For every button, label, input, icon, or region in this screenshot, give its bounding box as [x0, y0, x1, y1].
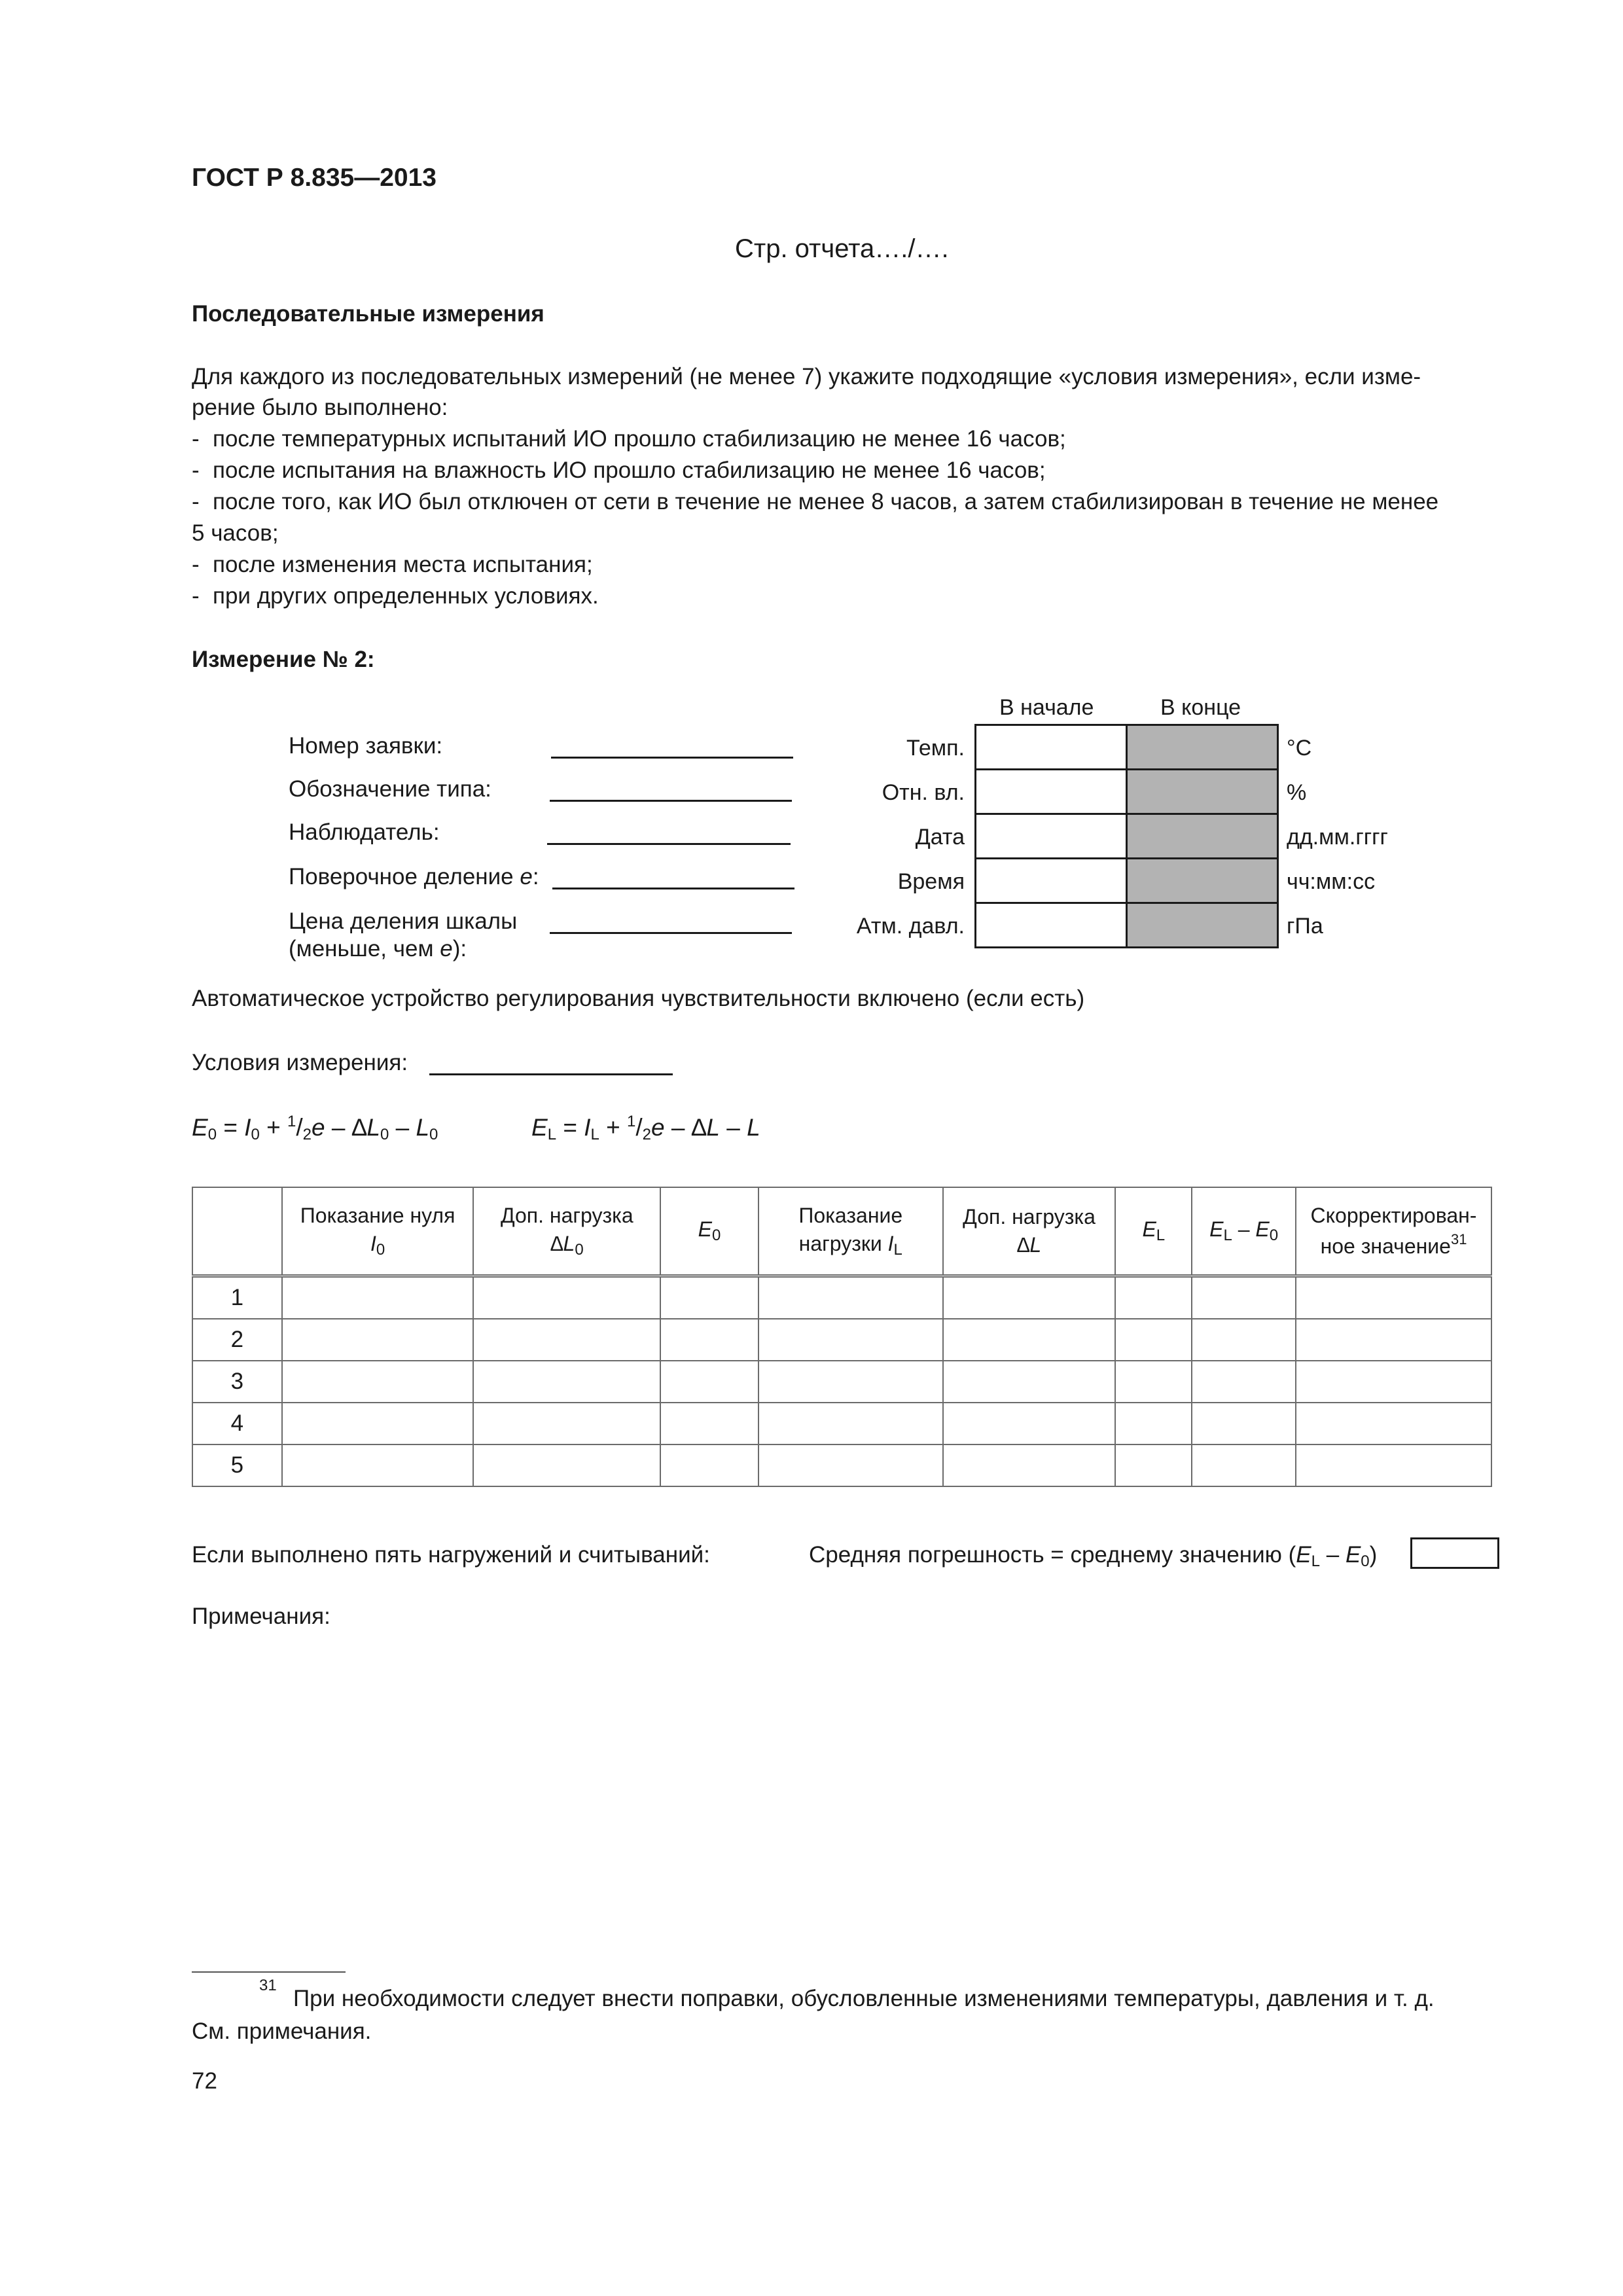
bullet-text: при других определенных условиях. [213, 583, 599, 609]
header-diff [1192, 1187, 1296, 1276]
sym: I [584, 1114, 591, 1141]
avg-sub: 0 [1361, 1552, 1370, 1570]
header-el [1115, 1187, 1192, 1276]
header-add-load-zero [473, 1187, 660, 1276]
condition-unit-temp: °С [1287, 736, 1312, 761]
intro-line-2: рение было выполнено: [192, 395, 448, 420]
header-sub: 0 [1269, 1227, 1279, 1245]
avg-text: Средняя погрешность = среднему значению ( [809, 1542, 1296, 1568]
table-cell[interactable] [1192, 1319, 1296, 1361]
header-sym: E [1142, 1217, 1156, 1242]
col-end-header: В конце [1160, 695, 1241, 720]
standard-number: ГОСТ Р 8.835—2013 [192, 164, 437, 192]
table-cell[interactable] [758, 1319, 943, 1361]
header-corrected [1296, 1187, 1491, 1276]
condition-label-time: Время [897, 869, 965, 894]
header-sub: 0 [575, 1240, 584, 1259]
bullet-item [192, 584, 599, 607]
order-number-label: Номер заявки: [289, 733, 443, 759]
bullet-dash: - [192, 552, 200, 577]
measurement-conditions-field[interactable] [429, 1073, 673, 1075]
header-op: – [1232, 1217, 1256, 1242]
table-header-row [192, 1187, 1491, 1276]
pressure-start-input[interactable] [974, 902, 1128, 948]
sub: 0 [380, 1126, 389, 1143]
header-text: нагрузки [798, 1231, 888, 1255]
table-cell[interactable] [660, 1444, 758, 1486]
header-sub: L [893, 1240, 902, 1259]
formula-e0 [192, 1114, 438, 1143]
notes-label: Примечания: [192, 1604, 330, 1629]
verification-division-field[interactable] [552, 888, 794, 889]
condition-unit-time: чч:мм:сс [1287, 869, 1376, 894]
formula-el [531, 1114, 760, 1143]
sub: 2 [302, 1126, 312, 1143]
sym: L [706, 1114, 720, 1141]
table-cell[interactable] [1115, 1276, 1192, 1319]
op: – [664, 1114, 692, 1141]
label-text: Поверочное деление [289, 864, 514, 889]
table-cell[interactable] [1296, 1276, 1491, 1319]
op: – [389, 1114, 416, 1141]
footnote-ref: 31 [1450, 1231, 1467, 1247]
label-text: (меньше, чем [289, 936, 440, 961]
table-cell[interactable] [943, 1361, 1116, 1403]
footnote-line-1: При необходимости следует внести поправки, обусловленные изменениями температуры, давления и т. д. [293, 1986, 1435, 2011]
op: = [556, 1114, 584, 1141]
type-designation-label: Обозначение типа: [289, 776, 491, 802]
condition-label-pressure: Атм. давл. [856, 914, 965, 939]
footnote-rule [192, 1971, 346, 1973]
scale-division-field[interactable] [550, 932, 792, 934]
bullet-text: после того, как ИО был отключен от сети в течение не менее 8 часов, а затем стабилизирован в течение не менее [213, 489, 1439, 514]
sub: L [590, 1126, 599, 1143]
sym: L [416, 1114, 430, 1141]
table-cell[interactable] [1192, 1361, 1296, 1403]
table-cell[interactable] [1296, 1444, 1491, 1486]
date-start-input[interactable] [974, 813, 1128, 859]
table-cell[interactable] [282, 1361, 474, 1403]
label-var: e [440, 936, 453, 961]
pressure-end-input[interactable] [1126, 902, 1279, 948]
label-colon: : [532, 864, 539, 889]
table-cell[interactable] [1115, 1361, 1192, 1403]
table-cell[interactable] [660, 1276, 758, 1319]
condition-label-temp: Темп. [906, 736, 965, 761]
type-designation-field[interactable] [550, 800, 792, 802]
header-sym: ∆L [1016, 1233, 1042, 1257]
table-cell[interactable] [1296, 1403, 1491, 1444]
table-cell[interactable] [1192, 1444, 1296, 1486]
op: + [599, 1114, 628, 1141]
table-cell[interactable] [473, 1361, 660, 1403]
table-cell[interactable] [473, 1276, 660, 1319]
header-text: Показание [798, 1203, 903, 1227]
op: – [719, 1114, 747, 1141]
section-title: Последовательные измерения [192, 301, 544, 327]
bullet-item [192, 427, 1066, 450]
table-row [192, 1403, 1491, 1444]
header-sym: I [370, 1231, 376, 1255]
table-cell[interactable] [282, 1276, 474, 1319]
table-cell[interactable] [758, 1403, 943, 1444]
table-cell[interactable] [943, 1319, 1116, 1361]
header-sym: E [1209, 1217, 1224, 1242]
measurement-table [192, 1187, 1492, 1487]
op: / [296, 1114, 303, 1141]
scale-division-label-2 [289, 937, 467, 960]
header-text: Показание нуля [300, 1203, 455, 1227]
table-row [192, 1444, 1491, 1486]
bullet-item [192, 459, 1046, 482]
header-zero-reading [282, 1187, 474, 1276]
table-cell[interactable] [1115, 1444, 1192, 1486]
header-text: ное значение [1320, 1234, 1451, 1258]
bullet-dash: - [192, 457, 200, 483]
row-number: 5 [192, 1444, 282, 1486]
row-number: 1 [192, 1276, 282, 1319]
header-sym: E [1255, 1217, 1270, 1242]
bullet-continuation: 5 часов; [192, 520, 279, 546]
label-text: ): [452, 936, 467, 961]
sym: L [366, 1114, 380, 1141]
time-end-input[interactable] [1126, 857, 1279, 904]
header-row-number [192, 1187, 282, 1276]
table-cell[interactable] [943, 1276, 1116, 1319]
observer-field[interactable] [547, 843, 791, 845]
five-loads-text: Если выполнено пять нагружений и считываний: [192, 1542, 710, 1568]
sub: 0 [207, 1126, 217, 1143]
op: – [325, 1114, 352, 1141]
header-load-reading [758, 1187, 943, 1276]
header-text: Доп. нагрузка [963, 1204, 1096, 1229]
intro-line-1: Для каждого из последовательных измерений (не менее 7) укажите подходящие «условия измерения», если изме- [192, 364, 1421, 389]
op: = [217, 1114, 245, 1141]
table-row [192, 1361, 1491, 1403]
table-cell[interactable] [1115, 1319, 1192, 1361]
avg-sym: E [1345, 1542, 1361, 1568]
condition-unit-humidity: % [1287, 780, 1307, 805]
footnote-ref: 31 [259, 1977, 277, 1994]
avg-sym: E [1296, 1542, 1311, 1568]
header-sub: 0 [712, 1227, 721, 1245]
sub: L [547, 1126, 557, 1143]
humidity-start-input[interactable] [974, 768, 1128, 815]
measurement-conditions-label: Условия измерения: [192, 1050, 408, 1075]
avg-text: ) [1369, 1542, 1378, 1568]
label-var: e [520, 864, 533, 889]
temp-start-input[interactable] [974, 724, 1128, 770]
header-sub: L [1156, 1227, 1166, 1245]
table-cell[interactable] [473, 1403, 660, 1444]
temp-end-input[interactable] [1126, 724, 1279, 770]
table-cell[interactable] [1192, 1403, 1296, 1444]
col-start-header: В начале [999, 695, 1094, 720]
bullet-dash: - [192, 489, 200, 514]
header-text: Скорректирован- [1310, 1203, 1477, 1227]
bullet-item [192, 490, 1438, 513]
row-number: 4 [192, 1403, 282, 1444]
verification-division-label [289, 865, 539, 888]
bullet-dash: - [192, 426, 200, 452]
humidity-end-input[interactable] [1126, 768, 1279, 815]
table-row [192, 1319, 1491, 1361]
bullet-text: после температурных испытаний ИО прошло стабилизацию не менее 16 часов; [213, 426, 1066, 452]
sup: 1 [287, 1113, 296, 1130]
table-cell[interactable] [660, 1319, 758, 1361]
header-sub: L [1223, 1227, 1232, 1245]
op: ∆ [351, 1114, 367, 1141]
table-cell[interactable] [758, 1276, 943, 1319]
sym: E [192, 1114, 208, 1141]
sym: E [531, 1114, 548, 1141]
date-end-input[interactable] [1126, 813, 1279, 859]
op: + [259, 1114, 288, 1141]
table-cell[interactable] [758, 1444, 943, 1486]
sym: e [312, 1114, 325, 1141]
sym: I [244, 1114, 251, 1141]
time-start-input[interactable] [974, 857, 1128, 904]
sub: 2 [642, 1126, 652, 1143]
avg-op: – [1320, 1542, 1346, 1568]
header-sym: ∆L [550, 1231, 575, 1255]
header-e0 [660, 1187, 758, 1276]
table-cell[interactable] [758, 1361, 943, 1403]
measurement-title: Измерение № 2: [192, 647, 375, 672]
header-text: Доп. нагрузка [500, 1203, 633, 1227]
bullet-text: после изменения места испытания; [213, 552, 593, 577]
header-sub: 0 [376, 1240, 385, 1259]
order-number-field[interactable] [551, 757, 793, 759]
table-cell[interactable] [1296, 1319, 1491, 1361]
table-cell[interactable] [282, 1319, 474, 1361]
row-number: 3 [192, 1361, 282, 1403]
average-error-input[interactable] [1410, 1537, 1499, 1569]
sub: 0 [429, 1126, 438, 1143]
condition-unit-pressure: гПа [1287, 914, 1323, 939]
avg-sub: L [1311, 1552, 1321, 1570]
table-cell[interactable] [473, 1444, 660, 1486]
page-number: 72 [192, 2068, 217, 2094]
table-cell[interactable] [943, 1403, 1116, 1444]
report-page-number: Стр. отчета…./…. [735, 234, 949, 263]
header-sym: E [698, 1217, 713, 1242]
table-cell[interactable] [1192, 1276, 1296, 1319]
table-cell[interactable] [1115, 1403, 1192, 1444]
sym: L [747, 1114, 760, 1141]
sym: e [651, 1114, 665, 1141]
table-cell[interactable] [943, 1444, 1116, 1486]
table-cell[interactable] [282, 1444, 474, 1486]
condition-label-date: Дата [915, 825, 965, 850]
table-cell[interactable] [660, 1403, 758, 1444]
footnote-line-2: См. примечания. [192, 2018, 372, 2044]
bullet-text: после испытания на влажность ИО прошло стабилизацию не менее 16 часов; [213, 457, 1046, 483]
table-cell[interactable] [1296, 1361, 1491, 1403]
auto-device-text: Автоматическое устройство регулирования чувствительности включено (если есть) [192, 986, 1085, 1011]
table-cell[interactable] [282, 1403, 474, 1444]
bullet-item [192, 553, 593, 576]
row-number: 2 [192, 1319, 282, 1361]
sup: 1 [627, 1113, 636, 1130]
table-row [192, 1276, 1491, 1319]
sub: 0 [251, 1126, 260, 1143]
condition-unit-date: дд.мм.гггг [1287, 825, 1388, 850]
op: ∆ [691, 1114, 707, 1141]
header-sym: I [887, 1231, 894, 1255]
condition-label-humidity: Отн. вл. [882, 780, 965, 805]
bullet-dash: - [192, 583, 200, 609]
scale-division-label-1: Цена деления шкалы [289, 908, 518, 934]
observer-label: Наблюдатель: [289, 819, 440, 845]
average-error-text [809, 1543, 1377, 1570]
table-cell[interactable] [660, 1361, 758, 1403]
op: / [635, 1114, 643, 1141]
header-add-load [943, 1187, 1116, 1276]
table-cell[interactable] [473, 1319, 660, 1361]
